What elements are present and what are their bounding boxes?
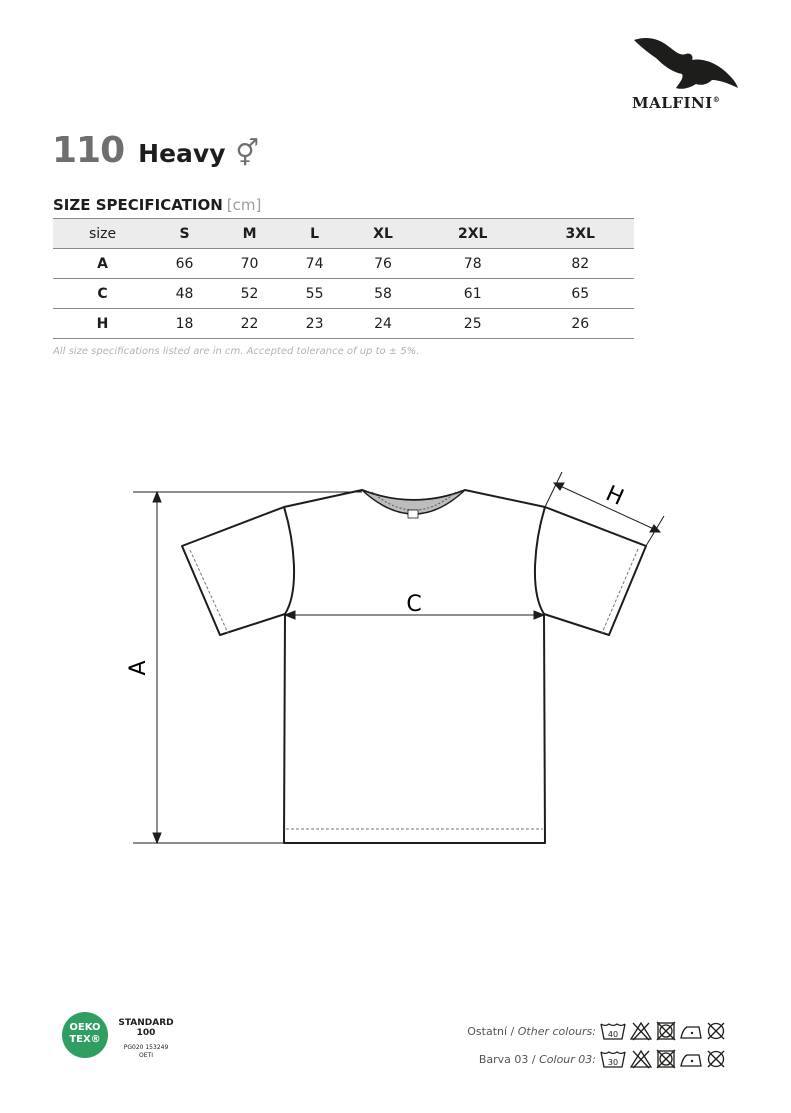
table-cell: 55: [282, 279, 347, 309]
table-cell: 78: [419, 249, 526, 279]
spec-heading: [53, 196, 261, 214]
column-header: 2XL: [419, 219, 526, 249]
dimension-label-h: H: [602, 481, 628, 511]
table-header-row: [53, 219, 634, 249]
standard-line-1: STANDARD: [118, 1018, 174, 1028]
size-table: [53, 218, 634, 339]
column-header: S: [152, 219, 217, 249]
no-dry-clean-icon: [706, 1049, 726, 1069]
unisex-icon: ⚥: [235, 139, 259, 169]
certificate-info: [116, 1044, 176, 1060]
spec-unit: [cm]: [226, 196, 262, 214]
eagle-icon: [632, 34, 742, 90]
no-tumble-dry-icon: [656, 1049, 676, 1069]
oeko-tex-badge: [62, 1012, 108, 1058]
column-header: XL: [347, 219, 419, 249]
certificate-institute: OETI: [139, 1052, 153, 1059]
right-armhole: [535, 507, 545, 614]
care-label: Barva 03 / Colour 03:: [478, 1052, 596, 1066]
dimension-label-c: C: [406, 592, 422, 617]
table-cell: 70: [217, 249, 282, 279]
product-number: 110: [52, 130, 125, 171]
care-row-other-colours: [380, 1019, 726, 1043]
table-cell: 26: [526, 309, 634, 339]
standard-label: [116, 1018, 176, 1038]
table-cell: A: [53, 249, 152, 279]
brand-logo: [626, 34, 746, 120]
wash-temperature: 40: [607, 1030, 619, 1039]
column-header: L: [282, 219, 347, 249]
no-bleach-icon: [630, 1021, 652, 1041]
table-cell: 58: [347, 279, 419, 309]
table-cell: 74: [282, 249, 347, 279]
no-dry-clean-icon: [706, 1021, 726, 1041]
table-cell: 22: [217, 309, 282, 339]
table-cell: 52: [217, 279, 282, 309]
oeko-tex-certification: [62, 1012, 192, 1072]
product-name: Heavy: [138, 139, 226, 168]
table-cell: 76: [347, 249, 419, 279]
table-cell: 25: [419, 309, 526, 339]
badge-line-1: OEKO: [69, 1022, 101, 1033]
table-cell: 24: [347, 309, 419, 339]
column-header: size: [53, 219, 152, 249]
iron-low-icon: [680, 1049, 702, 1069]
tshirt-outline: [182, 490, 646, 843]
table-cell: 66: [152, 249, 217, 279]
left-armhole: [284, 507, 294, 614]
table-row: [53, 309, 634, 339]
product-title: [52, 130, 259, 174]
wash-tub-icon: [600, 1049, 626, 1069]
care-row-colour-03: [380, 1047, 726, 1071]
iron-low-icon: [680, 1021, 702, 1041]
no-bleach-icon: [630, 1049, 652, 1069]
spec-heading-text: SIZE SPECIFICATION: [53, 196, 223, 214]
wash-temperature: 30: [607, 1058, 619, 1067]
tshirt-diagram: [0, 450, 791, 870]
badge-line-2: TEX®: [69, 1034, 101, 1045]
table-cell: 18: [152, 309, 217, 339]
table-cell: 65: [526, 279, 634, 309]
certificate-code: PG020 153249: [123, 1044, 169, 1051]
table-cell: 23: [282, 309, 347, 339]
table-row: [53, 279, 634, 309]
no-tumble-dry-icon: [656, 1021, 676, 1041]
table-cell: H: [53, 309, 152, 339]
column-header: 3XL: [526, 219, 634, 249]
wash-tub-icon: [600, 1021, 626, 1041]
tolerance-note: All size specifications listed are in cm. Accepted tolerance of up to ± 5%.: [53, 346, 420, 357]
brand-name: MALFINI®: [632, 94, 721, 112]
standard-line-2: 100: [136, 1028, 156, 1038]
dimension-label-a: A: [126, 660, 151, 676]
care-label: Ostatní / Other colours:: [467, 1024, 596, 1038]
table-cell: C: [53, 279, 152, 309]
table-cell: 61: [419, 279, 526, 309]
table-cell: 48: [152, 279, 217, 309]
table-cell: 82: [526, 249, 634, 279]
table-row: [53, 249, 634, 279]
column-header: M: [217, 219, 282, 249]
